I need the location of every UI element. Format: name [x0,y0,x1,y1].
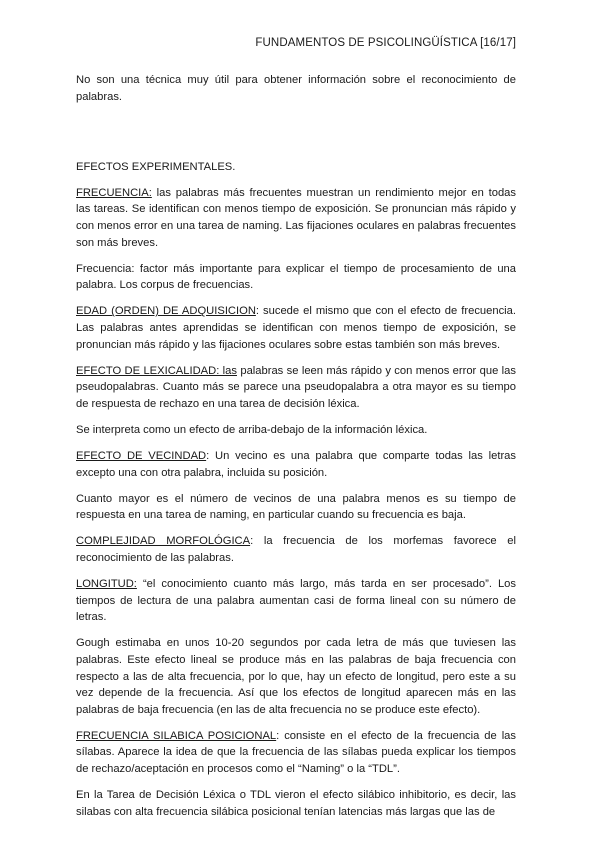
term-silabica: FRECUENCIA SILABICA POSICIONAL [76,729,277,742]
paragraph-vecindad: EFECTO DE VECINDAD: Un vecino es una palabra que comparte todas las letras excepto una con otra palabra, incluida su posición. [76,450,516,479]
paragraph-gough: Gough estimaba en unos 10-20 segundos por cada letra de más que tuviesen las palabras. Este efecto lineal se produce más en las palabras de baja frecuencia con respecto a las de alta frecuencia, por lo que, hay un efecto de longitud, pero este a su vez depende de la frecuencia. Así que los efectos de longitud aparecen más en las palabras de baja frecuencia (en las de alta frecuencia no se produce este efecto). [76,637,516,716]
paragraph-silabica: FRECUENCIA SILABICA POSICIONAL: consiste en el efecto de la frecuencia de las sílabas. Aparece la idea de que la frecuencia de las sílabas pueda explicar los tiempos de rechazo/aceptación en procesos como el “Naming” o la “TDL”. [76,729,517,775]
paragraph-vecinos: Cuanto mayor es el número de vecinos de una palabra menos es su tiempo de respuesta en una tarea de naming, en particular cuando su frecuencia es baja. [76,492,516,522]
paragraph-tdl: En la Tarea de Decisión Léxica o TDL vieron el efecto silábico inhibitorio, es decir, las silabas con alta frecuencia silábica posicional tenían latencias más largas que las de [76,789,516,818]
page-header: FUNDAMENTOS DE PSICOLINGÜÍSTICA [16/17] [255,37,516,49]
document-body [76,72,516,830]
section-heading: EFECTOS EXPERIMENTALES. [76,160,236,173]
paragraph-frecuencia: FRECUENCIA: las palabras más frecuentes muestran un rendimiento mejor en todas las tareas. Se identifican con menos tiempo de exposición. Se pronuncian más rápido y con menos error en una tarea de naming. Las fijaciones oculares en palabras frecuentes son más breves. [76,186,516,249]
paragraph-intro: No son una técnica muy útil para obtener información sobre el reconocimiento de palabras. [76,74,516,103]
paragraph-edad: EDAD (ORDEN) DE ADQUISICION: sucede el mismo que con el efecto de frecuencia. Las palabras antes aprendidas se identifican con menos tiempo de exposición, se pronuncian más rápido y las fijaciones oculares sobre estas también son más breves. [76,305,516,351]
term-frecuencia: FRECUENCIA: [76,186,152,199]
paragraph-lexicalidad: EFECTO DE LEXICALIDAD: las palabras se leen más rápido y con menos error que las pseudopalabras. Cuanto más se parece una pseudopalabra a otra mayor es su tiempo de respuesta de rechazo en una tarea de decisión léxica. [76,364,516,410]
paragraph-complejidad: COMPLEJIDAD MORFOLÓGICA: la frecuencia de los morfemas favorece el reconocimiento de las palabras. [76,535,516,564]
term-lexicalidad: EFECTO DE LEXICALIDAD: las [76,364,237,377]
paragraph-interpreta: Se interpreta como un efecto de arriba-debajo de la información léxica. [76,423,428,436]
paragraph-frecuencia-factor: Frecuencia: factor más importante para explicar el tiempo de procesamiento de una palabra. Los corpus de frecuencias. [76,262,516,292]
blank-space [76,115,516,159]
term-longitud: LONGITUD: [76,578,137,591]
term-edad: EDAD (ORDEN) DE ADQUISICION [76,305,256,318]
term-complejidad: COMPLEJIDAD MORFOLÓGICA [76,535,251,548]
paragraph-longitud: LONGITUD: “el conocimiento cuanto más largo, más tarda en ser procesado”. Los tiempos de lectura de una palabra aumentan casi de forma lineal con su número de letras. [76,578,516,624]
term-vecindad: EFECTO DE VECINDAD [76,450,207,462]
